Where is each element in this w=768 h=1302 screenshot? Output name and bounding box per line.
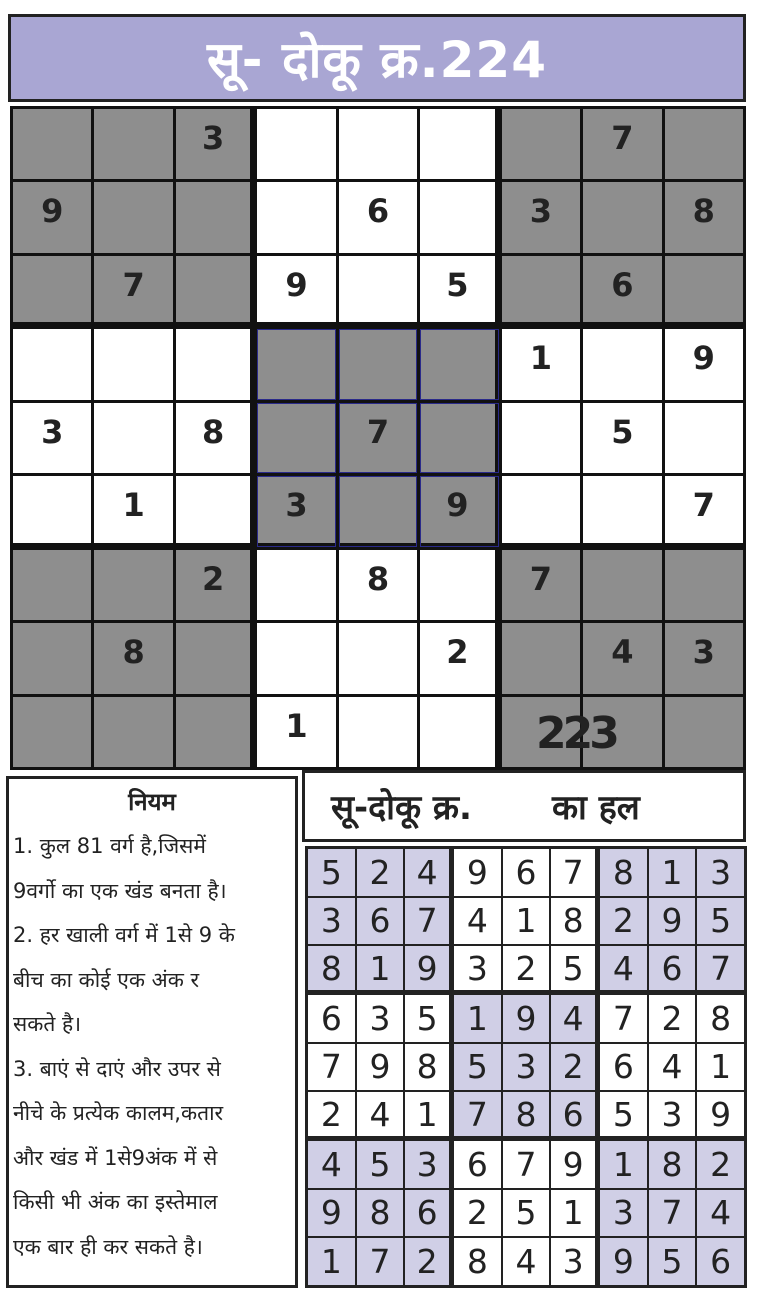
puzzle-cell	[502, 109, 580, 179]
solution-cell: 9	[405, 946, 452, 993]
puzzle-cell	[94, 329, 172, 399]
solution-cell: 2	[405, 1238, 452, 1285]
solution-cell: 8	[308, 946, 355, 993]
solution-cell: 1	[551, 1190, 598, 1237]
puzzle-cell: 2	[176, 550, 254, 620]
solution-cell: 6	[454, 1141, 501, 1188]
solution-cell: 5	[649, 1238, 696, 1285]
solution-cell: 7	[357, 1238, 404, 1285]
puzzle-cell	[257, 403, 335, 473]
solution-cell: 2	[600, 898, 647, 945]
solution-cell: 9	[503, 995, 550, 1042]
solution-cell: 8	[697, 995, 744, 1042]
puzzle-cell	[339, 697, 417, 767]
puzzle-cell	[665, 109, 743, 179]
solution-title-left: सू-दोकू क्र.	[331, 788, 472, 828]
puzzle-cell	[257, 329, 335, 399]
puzzle-grid	[10, 106, 746, 770]
puzzle-cell: 7	[339, 403, 417, 473]
rules-heading: नियम	[128, 788, 176, 816]
solution-cell: 2	[357, 849, 404, 896]
solution-cell: 6	[503, 849, 550, 896]
puzzle-cell: 6	[339, 182, 417, 252]
puzzle-cell	[257, 182, 335, 252]
puzzle-cell	[502, 403, 580, 473]
puzzle-cell	[339, 256, 417, 326]
solution-cell: 7	[454, 1092, 501, 1139]
solution-cell: 7	[551, 849, 598, 896]
puzzle-cell	[339, 476, 417, 546]
solution-cell: 1	[308, 1238, 355, 1285]
solution-cell: 4	[454, 898, 501, 945]
puzzle-cell	[665, 403, 743, 473]
solution-cell: 8	[357, 1190, 404, 1237]
solution-cell: 5	[697, 898, 744, 945]
solution-cell: 8	[454, 1238, 501, 1285]
rules-panel	[6, 776, 298, 1288]
solution-cell: 6	[357, 898, 404, 945]
puzzle-cell	[339, 623, 417, 693]
solution-cell: 7	[697, 946, 744, 993]
solution-cell: 3	[454, 946, 501, 993]
solution-cell: 4	[600, 946, 647, 993]
solution-grid	[305, 846, 747, 1288]
solution-cell: 7	[308, 1044, 355, 1091]
puzzle-cell	[583, 182, 661, 252]
solution-cell: 3	[503, 1044, 550, 1091]
solution-cell: 4	[503, 1238, 550, 1285]
puzzle-cell: 8	[176, 403, 254, 473]
puzzle-cell	[339, 329, 417, 399]
puzzle-cell: 1	[94, 476, 172, 546]
puzzle-cell	[420, 403, 498, 473]
solution-cell: 9	[357, 1044, 404, 1091]
puzzle-cell	[665, 550, 743, 620]
solution-cell: 3	[649, 1092, 696, 1139]
solution-cell: 2	[503, 946, 550, 993]
solution-cell: 7	[649, 1190, 696, 1237]
solution-cell: 9	[551, 1141, 598, 1188]
puzzle-cell	[13, 256, 91, 326]
solution-cell: 7	[503, 1141, 550, 1188]
rules-line: सकते है।	[13, 1012, 82, 1036]
puzzle-cell	[176, 329, 254, 399]
solution-title-right: का हल	[551, 788, 640, 828]
puzzle-cell	[94, 550, 172, 620]
solution-cell: 9	[649, 898, 696, 945]
solution-cell: 5	[405, 995, 452, 1042]
solution-cell: 5	[600, 1092, 647, 1139]
puzzle-cell	[176, 256, 254, 326]
puzzle-cell	[583, 476, 661, 546]
solution-cell: 3	[357, 995, 404, 1042]
solution-cell: 4	[357, 1092, 404, 1139]
puzzle-cell	[583, 329, 661, 399]
solution-cell: 2	[649, 995, 696, 1042]
solution-cell: 1	[454, 995, 501, 1042]
solution-cell: 5	[503, 1190, 550, 1237]
puzzle-cell	[420, 329, 498, 399]
puzzle-cell	[13, 329, 91, 399]
title-banner	[8, 14, 746, 102]
solution-cell: 8	[600, 849, 647, 896]
puzzle-cell	[420, 182, 498, 252]
solution-cell: 6	[649, 946, 696, 993]
puzzle-cell	[94, 182, 172, 252]
puzzle-cell	[420, 109, 498, 179]
puzzle-cell	[583, 550, 661, 620]
solution-cell: 3	[697, 849, 744, 896]
rules-line: 9वर्गो का एक खंड बनता है।	[13, 878, 227, 903]
puzzle-cell	[257, 109, 335, 179]
puzzle-cell	[502, 623, 580, 693]
puzzle-cell	[502, 256, 580, 326]
solution-cell: 7	[600, 995, 647, 1042]
solution-cell: 6	[697, 1238, 744, 1285]
solution-cell: 1	[600, 1141, 647, 1188]
solution-cell: 5	[551, 946, 598, 993]
puzzle-cell: 8	[665, 182, 743, 252]
solution-cell: 6	[405, 1190, 452, 1237]
solution-cell: 3	[308, 898, 355, 945]
solution-cell: 6	[600, 1044, 647, 1091]
puzzle-cell: 7	[94, 256, 172, 326]
puzzle-cell: 7	[502, 550, 580, 620]
puzzle-cell	[94, 109, 172, 179]
solution-cell: 5	[357, 1141, 404, 1188]
solution-cell: 8	[551, 898, 598, 945]
puzzle-cell	[420, 697, 498, 767]
rules-line: 3. बाएं से दाएं और उपर से	[13, 1056, 221, 1081]
solution-cell: 1	[357, 946, 404, 993]
puzzle-cell	[420, 550, 498, 620]
solution-cell: 2	[308, 1092, 355, 1139]
solution-cell: 1	[697, 1044, 744, 1091]
puzzle-cell	[176, 182, 254, 252]
page-title: सू- दोकू क्र.224	[206, 31, 548, 89]
rules-line: एक बार ही कर सकते है।	[13, 1234, 203, 1259]
solution-title	[302, 770, 746, 842]
puzzle-cell	[665, 697, 743, 767]
puzzle-cell: 5	[420, 256, 498, 326]
solution-cell: 1	[503, 898, 550, 945]
puzzle-cell: 2	[420, 623, 498, 693]
solution-cell: 3	[405, 1141, 452, 1188]
puzzle-cell: 9	[665, 329, 743, 399]
puzzle-cell	[13, 623, 91, 693]
puzzle-cell: 1	[502, 329, 580, 399]
puzzle-cell: 5	[583, 403, 661, 473]
solution-cell: 3	[551, 1238, 598, 1285]
puzzle-cell: 3	[502, 182, 580, 252]
puzzle-cell	[339, 109, 417, 179]
solution-cell: 9	[697, 1092, 744, 1139]
solution-cell: 4	[697, 1190, 744, 1237]
puzzle-cell: 9	[13, 182, 91, 252]
solution-cell: 9	[454, 849, 501, 896]
puzzle-cell: 1	[257, 697, 335, 767]
rules-line: और खंड में 1से9अंक में से	[13, 1145, 218, 1170]
rules-line: 2. हर खाली वर्ग में 1से 9 के	[13, 923, 235, 947]
rules-line: बीच का कोई एक अंक र	[13, 967, 200, 992]
puzzle-cell: 9	[257, 256, 335, 326]
solution-cell: 3	[600, 1190, 647, 1237]
puzzle-cell	[665, 256, 743, 326]
rules-line: 1. कुल 81 वर्ग है,जिसमें	[13, 834, 206, 858]
solution-cell: 8	[503, 1092, 550, 1139]
rules-line: किसी भी अंक का इस्तेमाल	[13, 1190, 218, 1214]
puzzle-cell: 6	[583, 256, 661, 326]
puzzle-cell: 8	[339, 550, 417, 620]
puzzle-cell: 3	[13, 403, 91, 473]
solution-cell: 4	[405, 849, 452, 896]
puzzle-cell: 3	[257, 476, 335, 546]
puzzle-cell	[13, 550, 91, 620]
solution-cell: 2	[551, 1044, 598, 1091]
solution-cell: 4	[308, 1141, 355, 1188]
solution-cell: 2	[697, 1141, 744, 1188]
solution-cell: 7	[405, 898, 452, 945]
puzzle-cell: 4	[583, 623, 661, 693]
solution-cell: 1	[649, 849, 696, 896]
solution-cell: 1	[405, 1092, 452, 1139]
solution-cell: 5	[308, 849, 355, 896]
puzzle-cell: 7	[665, 476, 743, 546]
puzzle-cell	[94, 697, 172, 767]
solution-cell: 9	[600, 1238, 647, 1285]
solution-cell: 6	[308, 995, 355, 1042]
solution-cell: 2	[454, 1190, 501, 1237]
solution-cell: 8	[405, 1044, 452, 1091]
solution-cell: 8	[649, 1141, 696, 1188]
puzzle-cell	[13, 109, 91, 179]
solution-cell: 5	[454, 1044, 501, 1091]
solution-cell: 9	[308, 1190, 355, 1237]
puzzle-cell: 3	[665, 623, 743, 693]
puzzle-cell	[13, 476, 91, 546]
puzzle-cell: 7	[583, 109, 661, 179]
solution-cell: 4	[551, 995, 598, 1042]
puzzle-cell	[502, 476, 580, 546]
puzzle-cell: 3	[176, 109, 254, 179]
puzzle-cell	[257, 550, 335, 620]
solution-cell: 6	[551, 1092, 598, 1139]
puzzle-cell	[257, 623, 335, 693]
puzzle-cell	[176, 697, 254, 767]
puzzle-cell	[13, 697, 91, 767]
puzzle-cell	[94, 403, 172, 473]
rules-line: नीचे के प्रत्येक कालम,कतार	[13, 1101, 224, 1125]
solution-cell: 4	[649, 1044, 696, 1091]
puzzle-cell: 8	[94, 623, 172, 693]
puzzle-cell	[176, 623, 254, 693]
overlay-number: 223	[536, 708, 616, 759]
puzzle-cell	[176, 476, 254, 546]
puzzle-cell: 9	[420, 476, 498, 546]
